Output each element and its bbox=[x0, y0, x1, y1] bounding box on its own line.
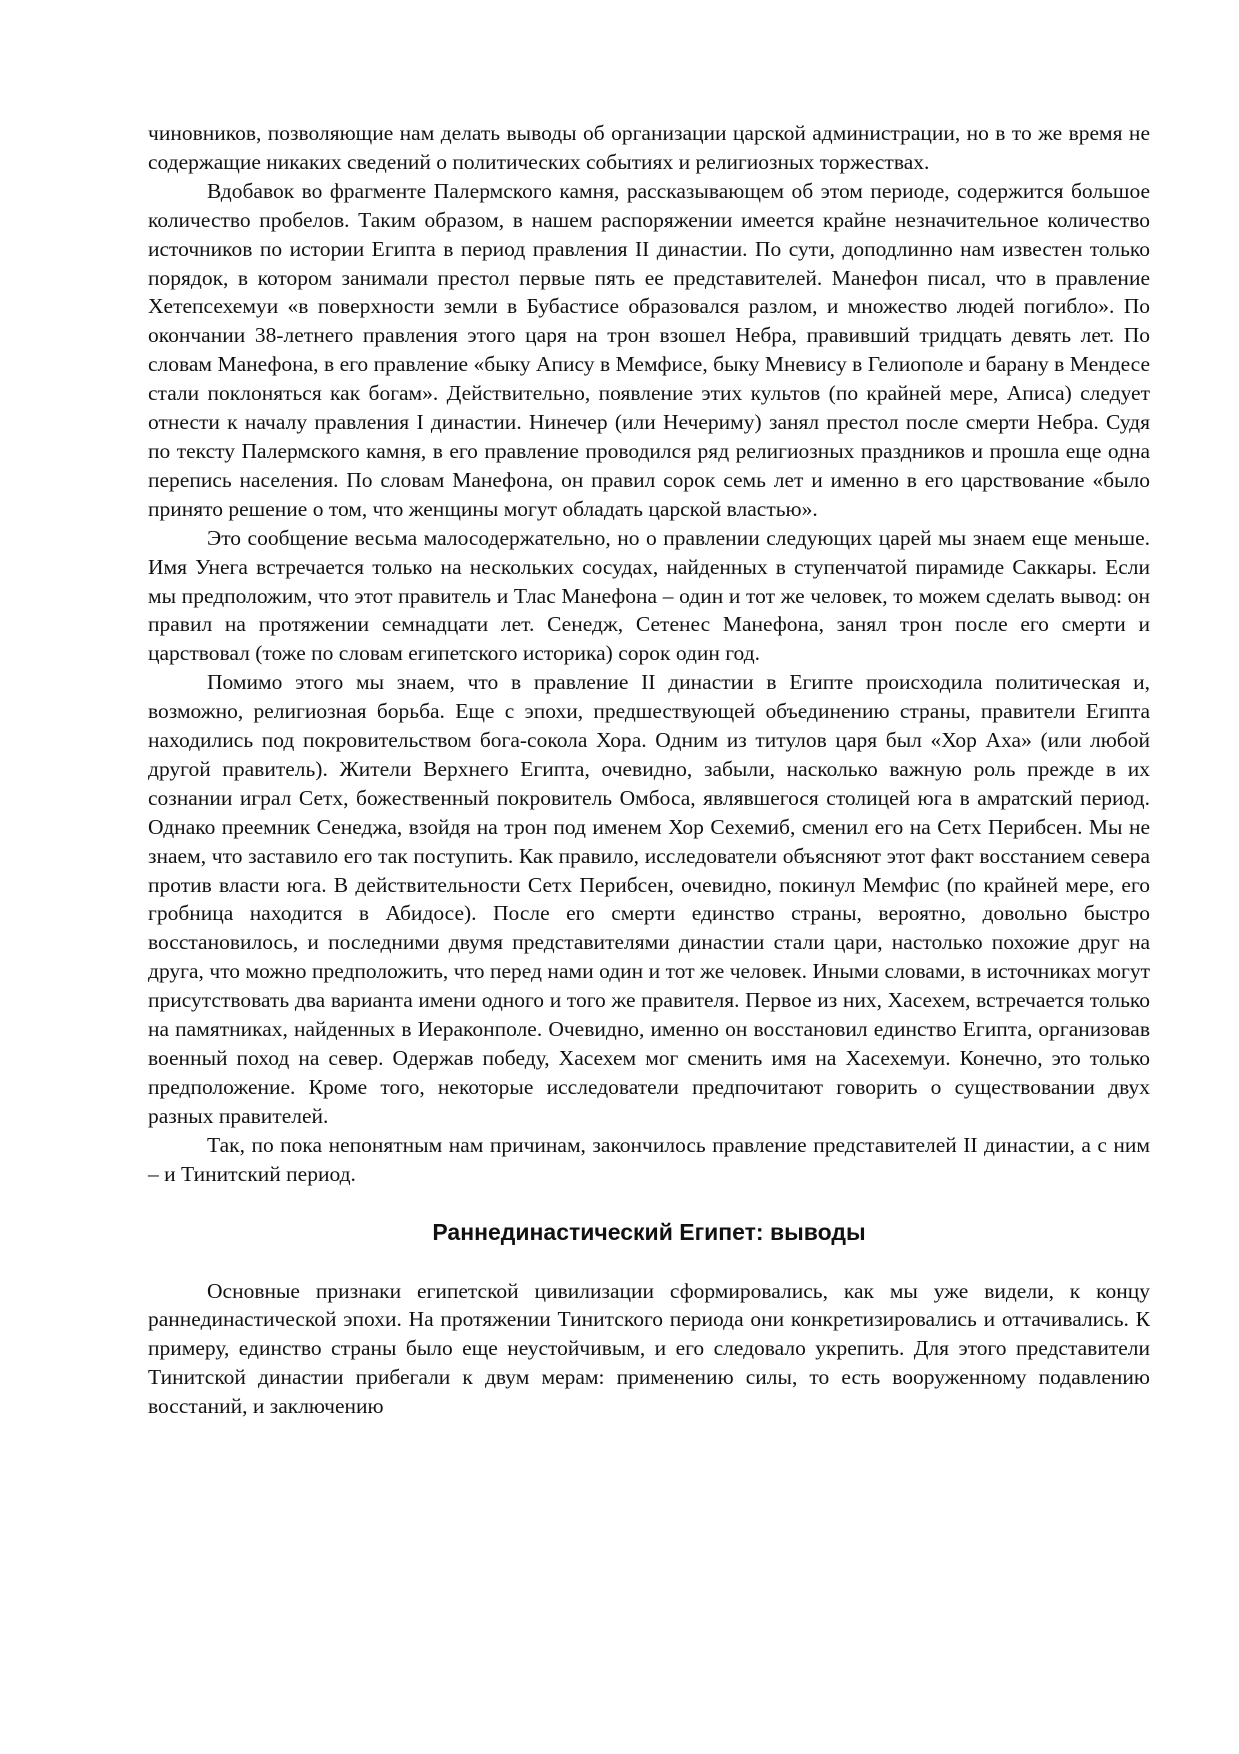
paragraph: Это сообщение весьма малосодержательно, но о правлении следующих царей мы знаем еще меньше. Имя Унега встречается только на нескольких сосудах, найденных в ступенчатой пирамиде Саккары. Если мы предположим, что этот правитель и Тлас Манефона – один и тот же человек, то можем сделать вывод: он правил на протяжении семнадцати лет. Сенедж, Сетенес Манефона, занял трон после его смерти и царствовал (тоже по словам египетского историка) сорок один год. bbox=[148, 525, 1150, 666]
section-heading: Раннединастический Египет: выводы bbox=[432, 1218, 866, 1245]
document-page bbox=[148, 119, 1150, 1421]
paragraph: Вдобавок во фрагменте Палермского камня, рассказывающем об этом периоде, содержится большое количество пробелов. Таким образом, в нашем распоряжении имеется крайне незначительное количество источников по истории Египта в период правления II династии. По сути, доподлинно нам известен только порядок, в котором занимали престол первые пять ее представителей. Манефон писал, что в правление Хетепсехемуи «в поверхности земли в Бубастисе образовался разлом, и множество людей погибло». По окончании 38-летнего правления этого царя на трон взошел Небра, правивший тридцать девять лет. По словам Манефона, в его правление «быку Апису в Мемфисе, быку Мневису в Гелиополе и барану в Мендесе стали поклоняться как богам». Действительно, появление этих культов (по крайней мере, Аписа) следует отнести к началу правления I династии. Нинечер (или Нечериму) занял престол после смерти Небра. Судя по тексту Палермского камня, в его правление проводился ряд религиозных праздников и прошла еще одна перепись населения. По словам Манефона, он правил сорок семь лет и именно в его царствование «было принято решение о том, что женщины могут обладать царской властью». bbox=[148, 178, 1150, 521]
paragraph: чиновников, позволяющие нам делать выводы об организации царской администрации, но в то же время не содержащие никаких сведений о политических событиях и религиозных торжествах. bbox=[148, 121, 1150, 174]
paragraph: Основные признаки египетской цивилизации сформировались, как мы уже видели, к концу раннединастической эпохи. На протяжении Тинитского периода они конкретизировались и оттачивались. К примеру, единство страны было еще неустойчивым, и его следовало укрепить. Для этого представители Тинитской династии прибегали к двум мерам: применению силы, то есть вооруженному подавлению восстаний, и заключению bbox=[148, 1278, 1150, 1419]
paragraph: Помимо этого мы знаем, что в правление II династии в Египте происходила политическая и, возможно, религиозная борьба. Еще с эпохи, предшествующей объединению страны, правители Египта находились под покровительством бога-сокола Хора. Одним из титулов царя был «Хор Аха» (или любой другой правитель). Жители Верхнего Египта, очевидно, забыли, насколько важную роль прежде в их сознании играл Сетх, божественный покровитель Омбоса, являвшегося столицей юга в амратский период. Однако преемник Сенеджа, взойдя на трон под именем Хор Сехемиб, сменил его на Сетх Перибсен. Мы не знаем, что заставило его так поступить. Как правило, исследователи объясняют этот факт восстанием севера против власти юга. В действительности Сетх Перибсен, очевидно, покинул Мемфис (по крайней мере, его гробница находится в Абидосе). После его смерти единство страны, вероятно, довольно быстро восстановилось, и последними двумя представителями династии стали цари, настолько похожие друг на друга, что можно предположить, что перед нами один и тот же человек. Иными словами, в источниках могут присутствовать два варианта имени одного и того же правителя. Первое из них, Хасехем, встречается только на памятниках, найденных в Иераконполе. Очевидно, именно он восстановил единство Египта, организовав военный поход на север. Одержав победу, Хасехем мог сменить имя на Хасехемуи. Конечно, это только предположение. Кроме того, некоторые исследователи предпочитают говорить о существовании двух разных правителей. bbox=[148, 670, 1150, 1128]
paragraph: Так, по пока непонятным нам причинам, закончилось правление представителей II династии, а с ним – и Тинитский период. bbox=[148, 1132, 1150, 1186]
